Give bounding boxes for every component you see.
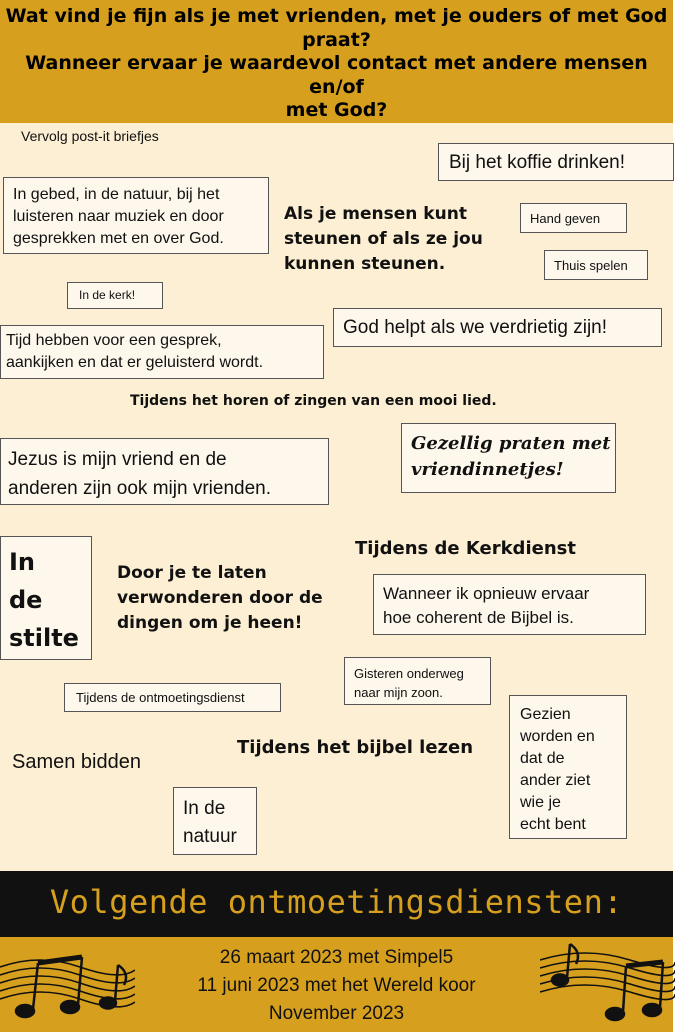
music-notes-icon <box>0 945 135 1027</box>
note-verwonderen-line: verwonderen door de <box>117 588 323 608</box>
note-gezien-line: ander ziet <box>520 772 591 789</box>
note-jezus <box>0 438 329 505</box>
note-tijd-hebben-line: Tijd hebben voor een gesprek, <box>6 332 222 349</box>
note-gezien-line: wie je <box>520 794 561 811</box>
note-bijbel-lezen: Tijdens het bijbel lezen <box>237 737 474 758</box>
note-koffie: Bij het koffie drinken! <box>438 143 674 181</box>
note-gisteren <box>344 657 491 705</box>
note-stilte-line: de <box>9 586 43 614</box>
note-verwonderen-line: Door je te laten <box>117 563 267 583</box>
footer-title: Volgende ontmoetingsdiensten: <box>49 883 624 921</box>
note-gezien-line: Gezien <box>520 706 571 723</box>
header-banner <box>0 0 673 123</box>
note-verdrietig: God helpt als we verdrietig zijn! <box>333 308 662 347</box>
footer-date: 26 maart 2023 met Simpel5 <box>219 947 454 968</box>
note-gezien-line: echt bent <box>520 816 586 833</box>
note-gebed <box>3 177 269 254</box>
note-gisteren-line: Gisteren onderweg <box>354 666 464 681</box>
note-jezus-line: Jezus is mijn vriend en de <box>8 449 227 470</box>
note-thuis-spelen: Thuis spelen <box>544 250 648 280</box>
note-stilte <box>0 536 92 660</box>
note-natuur-line: In de <box>183 798 226 819</box>
subtitle: Vervolg post-it briefjes <box>21 128 159 144</box>
note-stilte-line: stilte <box>9 624 79 652</box>
note-steunen-line: steunen of als ze jou <box>284 229 483 249</box>
note-gebed-line: In gebed, in de natuur, bij het <box>13 186 220 203</box>
footer-date: November 2023 <box>268 1003 405 1024</box>
note-tijd-hebben-line: aankijken en dat er geluisterd wordt. <box>6 354 264 371</box>
note-gezellig-line: vriendinnetjes! <box>411 459 564 480</box>
note-jezus-line: anderen zijn ook mijn vrienden. <box>8 478 271 499</box>
note-gezellig-line: Gezellig praten met <box>411 433 611 454</box>
header-line-2: praat? <box>302 28 371 51</box>
header-line-4: met God? <box>285 99 388 121</box>
note-gebed-line: gesprekken met en over God. <box>13 230 224 247</box>
note-gebed-line: luisteren naar muziek en door <box>13 208 224 225</box>
note-gezien <box>509 695 627 839</box>
note-samen-bidden: Samen bidden <box>12 751 141 773</box>
note-in-de-kerk: In de kerk! <box>67 282 163 309</box>
note-gisteren-line: naar mijn zoon. <box>354 685 443 700</box>
note-steunen-line: Als je mensen kunt <box>284 204 467 224</box>
note-kerkdienst: Tijdens de Kerkdienst <box>355 538 576 559</box>
note-hand-geven: Hand geven <box>520 203 627 233</box>
note-mooi-lied: Tijdens het horen of zingen van een mooi lied. <box>130 393 497 409</box>
note-verwonderen-line: dingen om je heen! <box>117 613 303 633</box>
note-natuur-line: natuur <box>183 826 237 847</box>
note-coherent <box>373 574 646 635</box>
note-coherent-line: Wanneer ik opnieuw ervaar <box>383 584 590 603</box>
note-gezellig <box>401 423 616 493</box>
note-ontmoetingsdienst: Tijdens de ontmoetingsdienst <box>64 683 281 712</box>
note-tijd-hebben <box>0 325 324 379</box>
header-line-3: Wanneer ervaar je waardevol contact met andere mensen en/of <box>25 52 648 98</box>
footer-date: 11 juni 2023 met het Wereld koor <box>197 975 476 996</box>
note-steunen-line: kunnen steunen. <box>284 254 446 274</box>
note-steunen <box>284 202 483 277</box>
note-stilte-line: In <box>9 548 36 576</box>
note-coherent-line: hoe coherent de Bijbel is. <box>383 608 574 627</box>
note-gezien-line: worden en <box>520 728 595 745</box>
note-verwonderen <box>117 561 323 636</box>
note-natuur <box>173 787 257 855</box>
note-gezien-line: dat de <box>520 750 565 767</box>
music-notes-icon <box>540 940 675 1028</box>
header-line-1: Wat vind je fijn als je met vrienden, met je ouders of met God <box>5 5 668 27</box>
